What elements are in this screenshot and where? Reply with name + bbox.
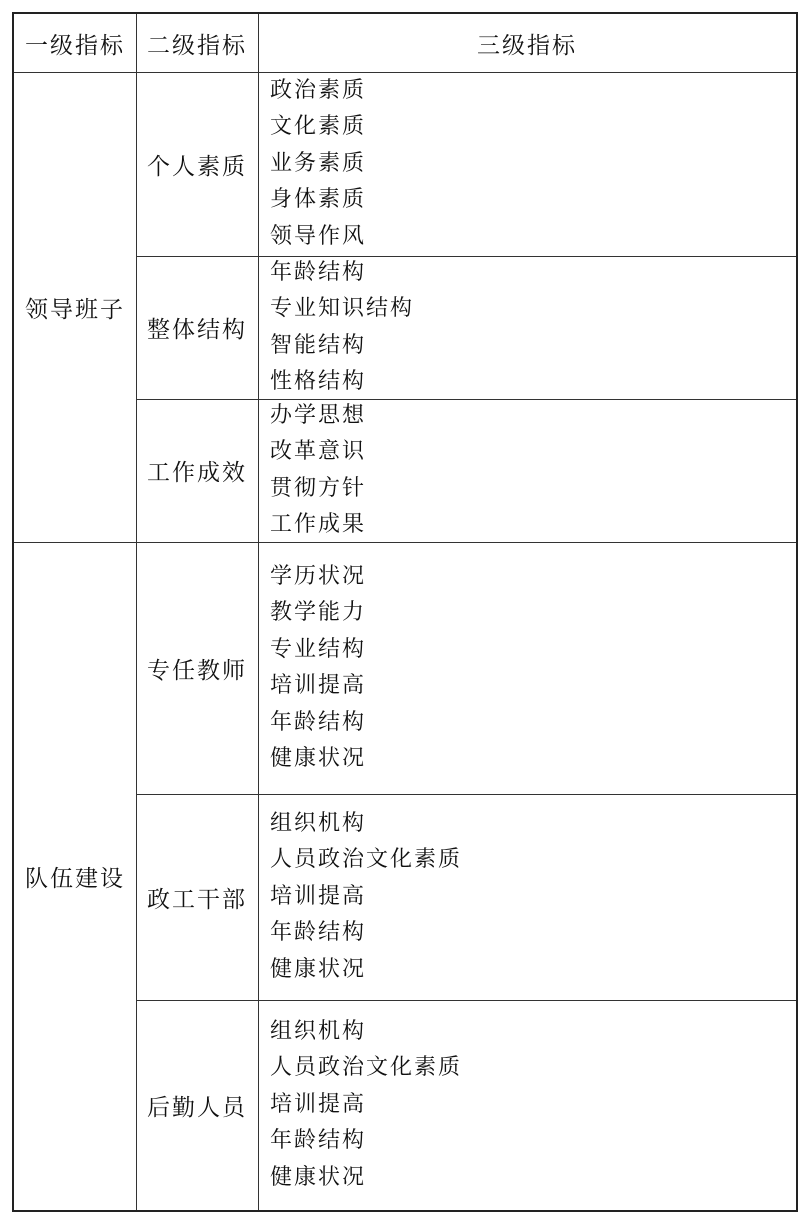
level3-item: 培训提高 (270, 673, 367, 698)
level3-list (270, 72, 366, 256)
level3-item: 年龄结构 (270, 259, 367, 285)
level3-item: 健康状况 (270, 1164, 367, 1190)
level3-item: 文化素质 (270, 114, 367, 140)
level3-item: 智能结构 (270, 332, 367, 358)
level2-cell: 专任教师 (147, 657, 247, 684)
level3-item: 健康状况 (270, 746, 367, 771)
level3-item: 改革意识 (270, 439, 367, 464)
level3-item: 健康状况 (270, 956, 367, 982)
level2-cell: 整体结构 (147, 317, 247, 343)
level3-list (270, 399, 366, 542)
header-level3: 三级指标 (477, 32, 577, 59)
level2-cell: 工作成效 (147, 460, 247, 486)
level2-cell: 政工干部 (147, 886, 247, 913)
level1-cell: 队伍建设 (25, 865, 125, 892)
level3-item: 教学能力 (270, 600, 367, 625)
level3-item: 培训提高 (270, 1091, 367, 1117)
level3-item: 学历状况 (270, 563, 367, 589)
level3-list (270, 256, 414, 399)
level3-item: 年龄结构 (270, 920, 367, 946)
level2-cell: 个人素质 (147, 153, 247, 180)
level3-item: 人员政治文化素质 (270, 847, 463, 873)
header-level1: 一级指标 (25, 32, 125, 59)
level3-item: 专业结构 (270, 636, 367, 662)
level3-list (270, 794, 462, 1000)
level3-list (270, 542, 366, 794)
level3-item: 身体素质 (270, 187, 367, 213)
level3-item: 组织机构 (270, 810, 367, 836)
level3-item: 专业知识结构 (270, 296, 415, 321)
level3-item: 办学思想 (270, 402, 367, 428)
level3-item: 年龄结构 (270, 709, 367, 735)
level3-item: 领导作风 (270, 223, 367, 249)
level1-cell: 领导班子 (25, 296, 125, 323)
level3-item: 年龄结构 (270, 1128, 367, 1154)
level3-item: 性格结构 (270, 369, 367, 394)
level3-item: 人员政治文化素质 (270, 1055, 463, 1081)
level3-item: 政治素质 (270, 77, 367, 103)
level2-cell: 后勤人员 (147, 1094, 247, 1121)
header-level2: 二级指标 (147, 32, 247, 59)
indicator-table (12, 12, 798, 1212)
level3-item: 贯彻方针 (270, 475, 367, 501)
level3-item: 组织机构 (270, 1018, 367, 1044)
level3-item: 工作成果 (270, 512, 367, 537)
col-divider-2 (258, 14, 259, 1210)
level3-item: 业务素质 (270, 150, 367, 176)
level3-item: 培训提高 (270, 883, 367, 909)
level3-list (270, 1000, 462, 1210)
